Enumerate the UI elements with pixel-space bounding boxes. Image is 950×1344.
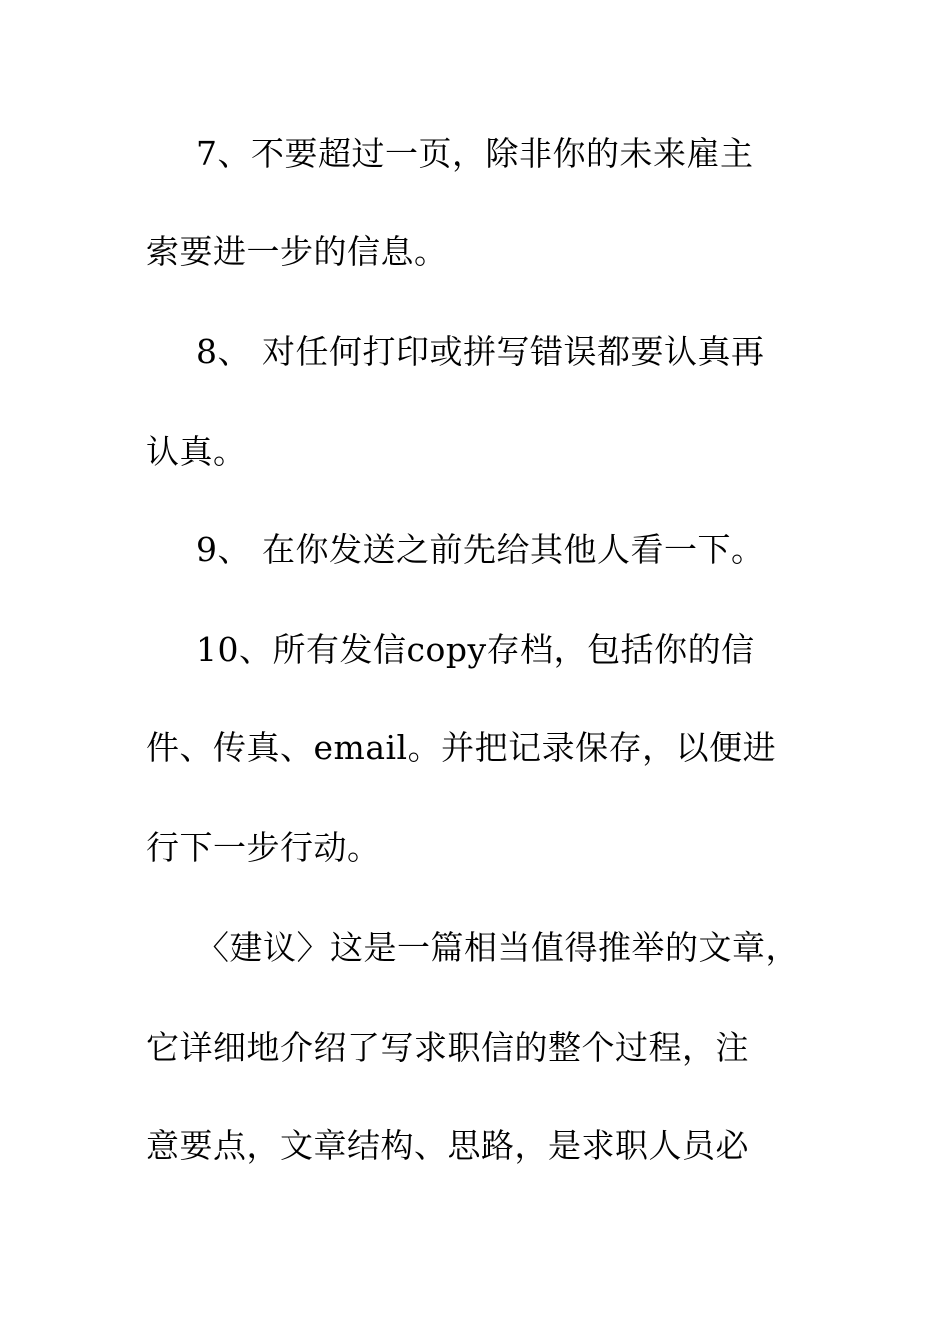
paragraph-line: 件、传真、email。并把记录保存，以便进 — [146, 728, 777, 767]
paragraph-line: 8、 对任何打印或拼写错误都要认真再 — [196, 332, 765, 371]
paragraph-line: 〈建议〉这是一篇相当值得推举的文章， — [196, 928, 799, 967]
paragraph-line: 9、 在你发送之前先给其他人看一下。 — [196, 530, 765, 569]
paragraph-line: 10、所有发信copy存档，包括你的信 — [196, 630, 755, 669]
paragraph-line: 认真。 — [146, 432, 247, 471]
paragraph-line: 意要点，文章结构、思路，是求职人员必 — [146, 1126, 749, 1165]
paragraph-line: 它详细地介绍了写求职信的整个过程，注 — [146, 1028, 749, 1067]
paragraph-line: 索要进一步的信息。 — [146, 232, 448, 271]
paragraph-line: 行下一步行动。 — [146, 828, 381, 867]
paragraph-line: 7、不要超过一页，除非你的未来雇主 — [196, 134, 754, 173]
